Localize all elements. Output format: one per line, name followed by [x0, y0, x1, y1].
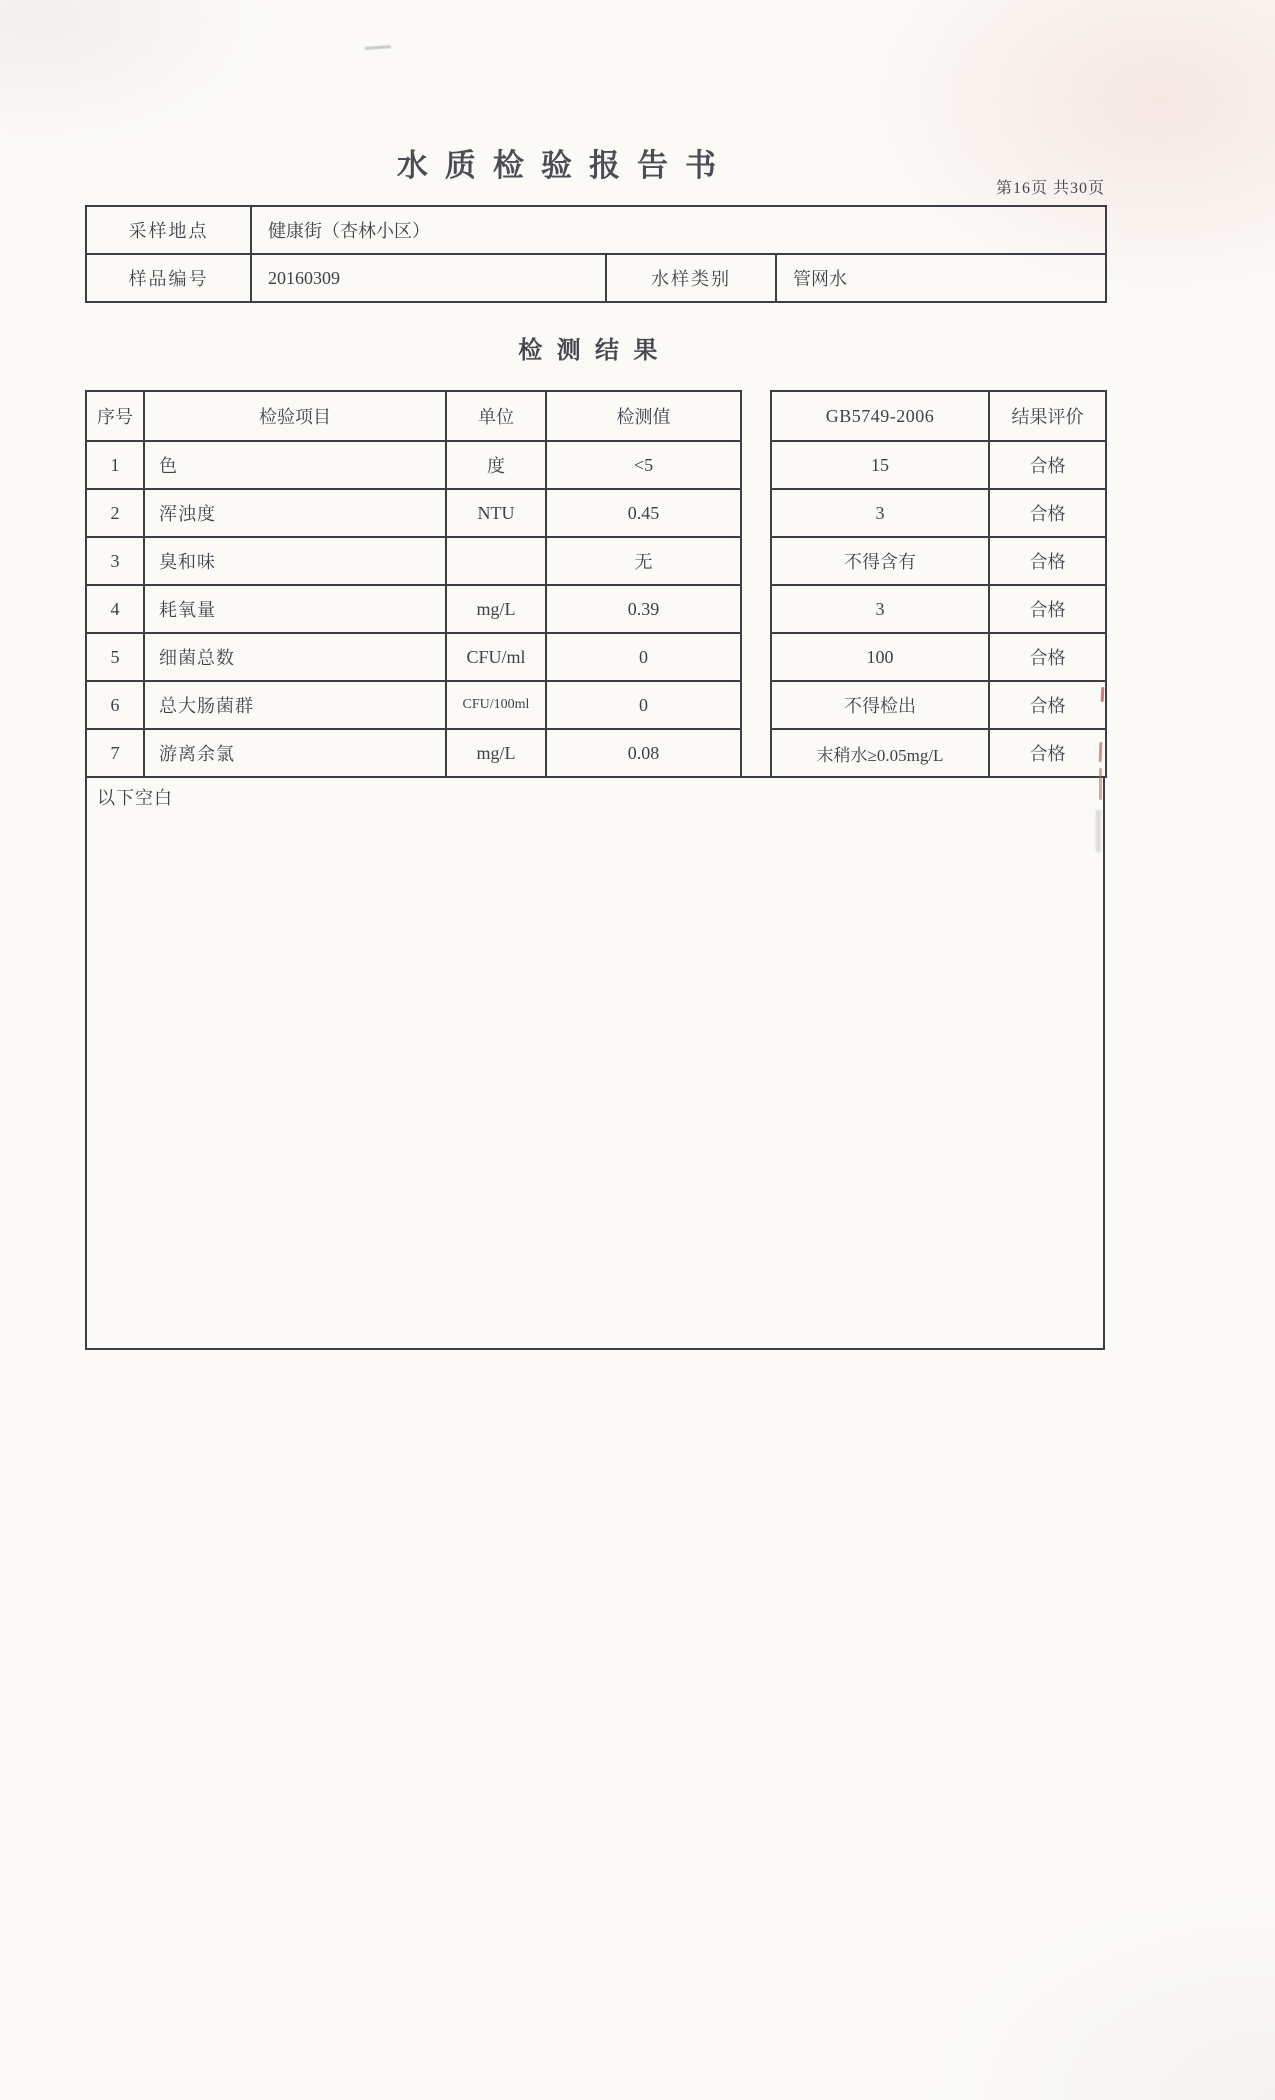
sample-location-row [86, 206, 1106, 254]
cell-evaluation: 合格 [989, 441, 1106, 489]
header-value: 检测值 [546, 391, 741, 441]
results-header-row-right [771, 391, 1106, 441]
water-type-label: 水样类别 [606, 254, 776, 302]
cell-index: 6 [86, 681, 144, 729]
cell-item: 浑浊度 [144, 489, 446, 537]
cell-value: 0.45 [546, 489, 741, 537]
sample-number-label: 样品编号 [86, 254, 251, 302]
result-row [86, 681, 741, 729]
cell-evaluation: 合格 [989, 633, 1106, 681]
cell-standard: 3 [771, 585, 989, 633]
cell-index: 3 [86, 537, 144, 585]
cell-unit: mg/L [446, 585, 546, 633]
result-row-right [771, 729, 1106, 777]
document-title: 水质检验报告书 [396, 148, 734, 183]
result-row [86, 729, 741, 777]
sample-info-table [85, 205, 1107, 303]
cell-standard: 15 [771, 441, 989, 489]
results-table-right [770, 390, 1107, 778]
cell-value: 0.39 [546, 585, 741, 633]
result-row-right [771, 633, 1106, 681]
result-row-right [771, 441, 1106, 489]
page-number: 第16页 共30页 [995, 180, 1105, 197]
cell-evaluation: 合格 [989, 489, 1106, 537]
cell-evaluation: 合格 [989, 537, 1106, 585]
sample-number-row [86, 254, 1106, 302]
cell-index: 2 [86, 489, 144, 537]
cell-unit: mg/L [446, 729, 546, 777]
results-table-left [85, 390, 742, 778]
cell-index: 4 [86, 585, 144, 633]
cell-item: 细菌总数 [144, 633, 446, 681]
scan-smudge-artifact [365, 45, 391, 50]
header-item: 检验项目 [144, 391, 446, 441]
result-row [86, 633, 741, 681]
cell-value: 0.08 [546, 729, 741, 777]
red-pen-mark-artifact [1099, 768, 1102, 800]
cell-unit: NTU [446, 489, 546, 537]
cell-standard: 100 [771, 633, 989, 681]
cell-item: 色 [144, 441, 446, 489]
header-standard: GB5749-2006 [771, 391, 989, 441]
cell-unit: CFU/100ml [446, 681, 546, 729]
header-unit: 单位 [446, 391, 546, 441]
result-row-right [771, 681, 1106, 729]
cell-index: 5 [86, 633, 144, 681]
cell-index: 1 [86, 441, 144, 489]
result-row [86, 441, 741, 489]
result-row-right [771, 585, 1106, 633]
cell-evaluation: 合格 [989, 585, 1106, 633]
result-row [86, 585, 741, 633]
cell-item: 总大肠菌群 [144, 681, 446, 729]
cell-item: 臭和味 [144, 537, 446, 585]
sample-location-value: 健康街（杏林小区） [251, 206, 1106, 254]
sample-number-value: 20160309 [251, 254, 606, 302]
header-evaluation: 结果评价 [989, 391, 1106, 441]
cell-standard: 不得含有 [771, 537, 989, 585]
result-row-right [771, 537, 1106, 585]
cell-item: 游离余氯 [144, 729, 446, 777]
cell-standard: 不得检出 [771, 681, 989, 729]
scan-smudge-artifact [1096, 810, 1101, 852]
cell-value: 无 [546, 537, 741, 585]
section-heading: 检测结果 [518, 338, 672, 364]
water-type-value: 管网水 [776, 254, 1106, 302]
result-row-right [771, 489, 1106, 537]
cell-unit: CFU/ml [446, 633, 546, 681]
cell-value: <5 [546, 441, 741, 489]
cell-standard: 末稍水≥0.05mg/L [771, 729, 989, 777]
cell-standard: 3 [771, 489, 989, 537]
blank-remainder-box [85, 776, 1105, 1350]
cell-item: 耗氧量 [144, 585, 446, 633]
result-row [86, 537, 741, 585]
results-header-row [86, 391, 741, 441]
cell-evaluation: 合格 [989, 729, 1106, 777]
result-row [86, 489, 741, 537]
cell-unit [446, 537, 546, 585]
cell-value: 0 [546, 681, 741, 729]
header-index: 序号 [86, 391, 144, 441]
blank-note: 以下空白 [97, 788, 173, 808]
sample-location-label: 采样地点 [86, 206, 251, 254]
cell-index: 7 [86, 729, 144, 777]
cell-value: 0 [546, 633, 741, 681]
cell-evaluation: 合格 [989, 681, 1106, 729]
cell-unit: 度 [446, 441, 546, 489]
